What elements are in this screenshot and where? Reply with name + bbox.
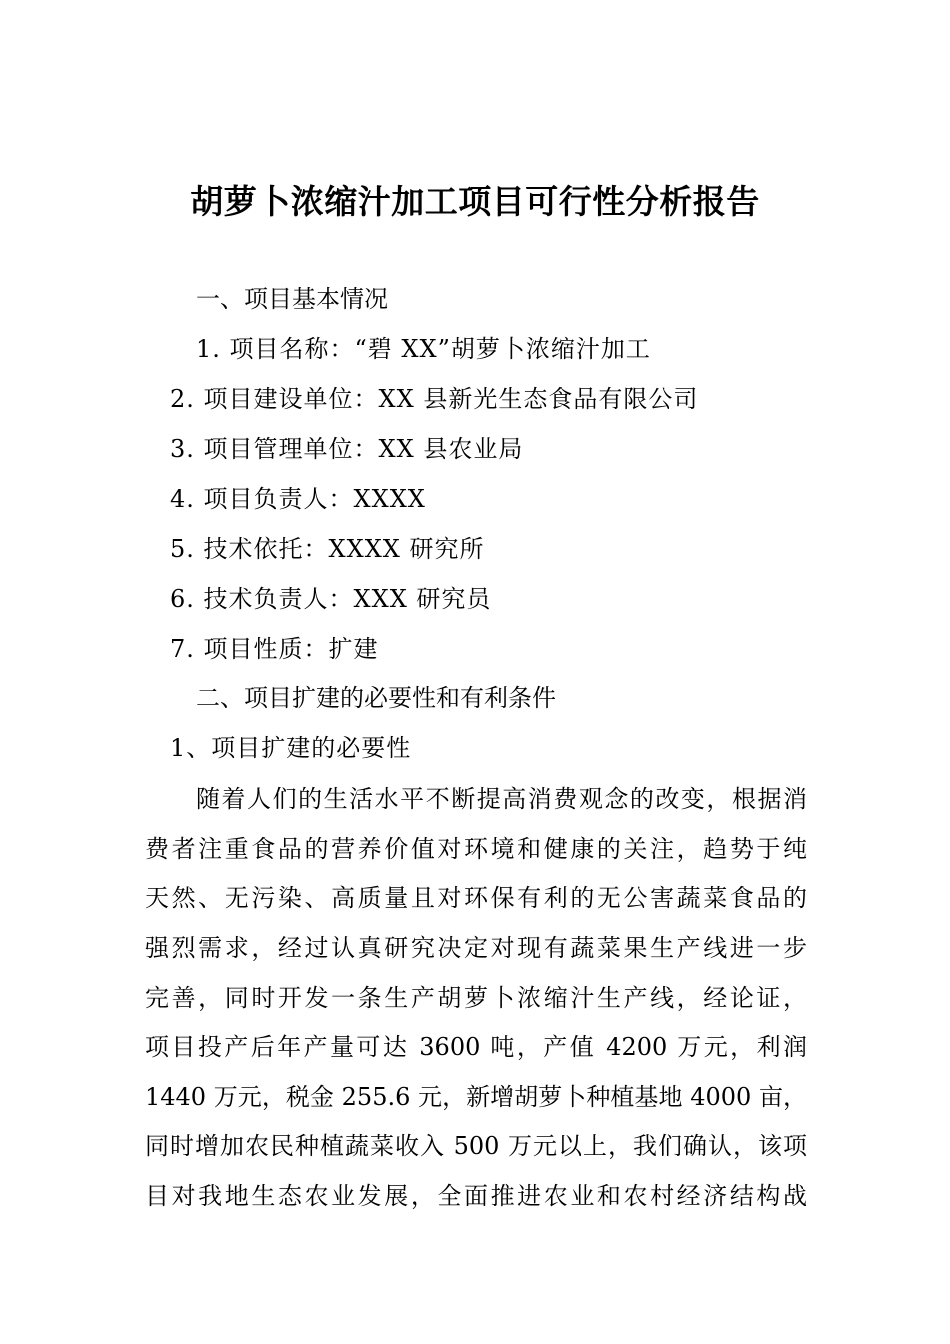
list-item: 7. 项目性质：扩建 — [170, 635, 379, 663]
list-item: 4. 项目负责人：XXXX — [170, 485, 426, 513]
list-item: 6. 技术负责人：XXX 研究员 — [170, 585, 492, 613]
paragraph-line: 天然、无污染、高质量且对环保有利的无公害蔬菜食品的 — [145, 884, 807, 912]
paragraph-line: 项目投产后年产量可达 3600 吨，产值 4200 万元，利润 — [145, 1033, 807, 1061]
list-item: 5. 技术依托：XXXX 研究所 — [170, 535, 485, 563]
list-item: 1. 项目名称：“碧 XX”胡萝卜浓缩汁加工 — [196, 335, 651, 363]
section-heading-necessity: 二、项目扩建的必要性和有利条件 — [196, 684, 556, 712]
section-heading-basic-info: 一、项目基本情况 — [196, 285, 388, 313]
paragraph-line: 强烈需求，经过认真研究决定对现有蔬菜果生产线进一步 — [145, 934, 807, 962]
list-item: 3. 项目管理单位：XX 县农业局 — [170, 435, 524, 463]
paragraph-line: 目对我地生态农业发展，全面推进农业和农村经济结构战 — [145, 1182, 807, 1210]
paragraph-line: 随着人们的生活水平不断提高消费观念的改变，根据消 — [196, 785, 807, 813]
paragraph-line: 1440 万元，税金 255.6 元，新增胡萝卜种植基地 4000 亩， — [145, 1083, 807, 1111]
list-item: 2. 项目建设单位：XX 县新光生态食品有限公司 — [170, 385, 699, 413]
paragraph-line: 费者注重食品的营养价值对环境和健康的关注，趋势于纯 — [145, 835, 807, 863]
subsection-heading: 1、项目扩建的必要性 — [170, 734, 412, 762]
document-title: 胡萝卜浓缩汁加工项目可行性分析报告 — [190, 182, 760, 221]
paragraph-line: 同时增加农民种植蔬菜收入 500 万元以上，我们确认，该项 — [145, 1132, 807, 1160]
paragraph-line: 完善，同时开发一条生产胡萝卜浓缩汁生产线，经论证， — [145, 984, 807, 1012]
